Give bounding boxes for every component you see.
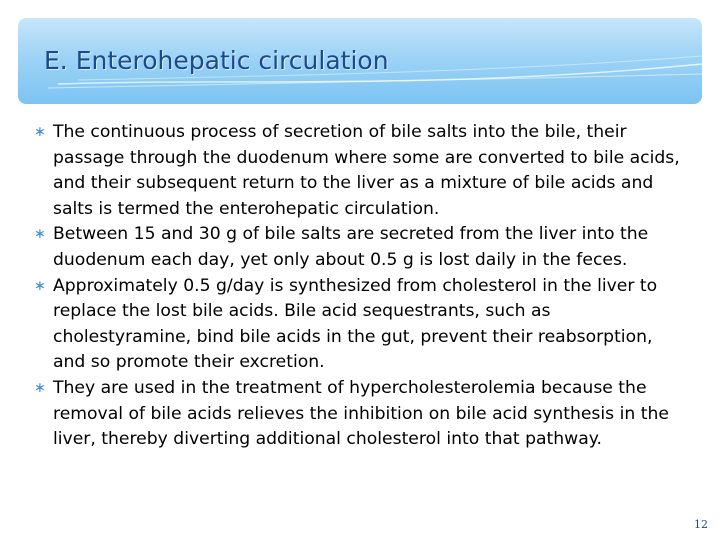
bullet-list bbox=[34, 120, 682, 453]
page-number: 12 bbox=[694, 518, 708, 531]
bullet-marker-icon: ∗ bbox=[34, 379, 46, 396]
bullet-marker-icon: ∗ bbox=[34, 277, 46, 294]
bullet-item bbox=[34, 222, 682, 273]
bullet-text: They are used in the treatment of hypercholesterolemia because the removal of bile acids relieves the inhibition on bile acid synthesis in the liver, thereby diverting additional cholesterol into that pathway. bbox=[53, 377, 669, 450]
bullet-marker-icon: ∗ bbox=[34, 226, 46, 243]
bullet-item bbox=[34, 376, 682, 453]
bullet-text: The continuous process of secretion of bile salts into the bile, their passage through the duodenum where some are converted to bile acids, and their subsequent return to the liver as a mixture of bile acids and salts is termed the enterohepatic circulation. bbox=[53, 122, 680, 219]
title-banner bbox=[18, 18, 702, 104]
bullet-marker-icon: ∗ bbox=[34, 124, 46, 140]
bullet-item bbox=[34, 274, 682, 376]
bullet-text: Between 15 and 30 g of bile salts are secreted from the liver into the duodenum each day, yet only about 0.5 g is lost daily in the feces. bbox=[53, 224, 649, 270]
slide-title: E. Enterohepatic circulation bbox=[44, 46, 389, 75]
bullet-text: Approximately 0.5 g/day is synthesized from cholesterol in the liver to replace the lost bile acids. Bile acid sequestrants, such as cholestyramine, bind bile acids in the gut, prevent their reabsorption, and so promote their excretion. bbox=[53, 275, 658, 373]
bullet-item bbox=[34, 120, 682, 222]
